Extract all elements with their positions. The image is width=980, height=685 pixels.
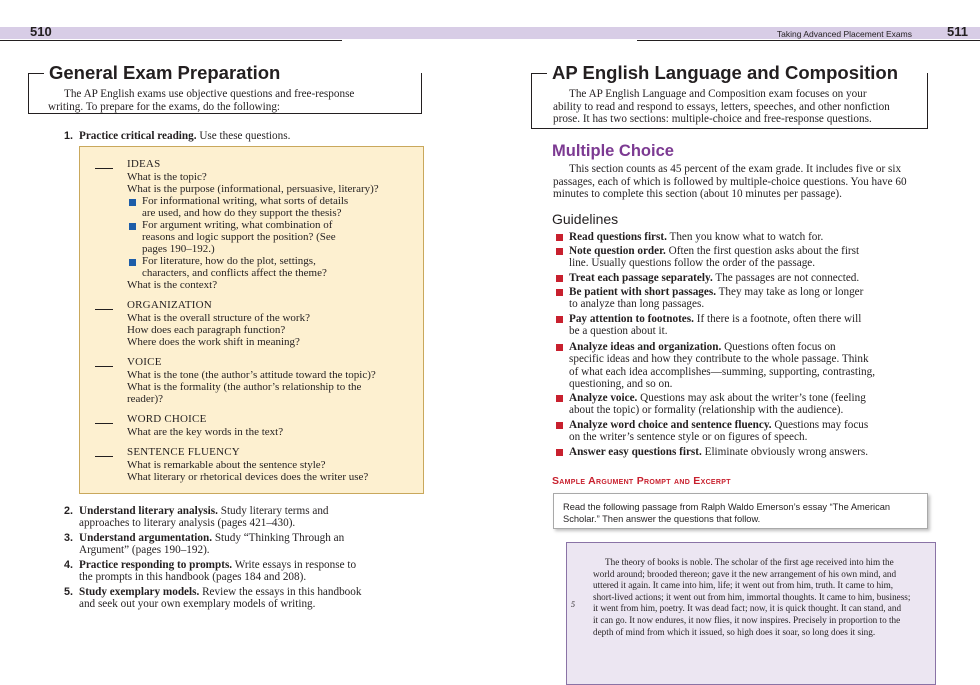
excerpt-box	[566, 542, 936, 685]
checklist-heading: ORGANIZATION	[127, 299, 212, 311]
checklist-question: What are the key words in the text?	[127, 426, 284, 438]
square-bullet-icon	[129, 223, 136, 230]
list-item	[64, 532, 424, 557]
square-bullet-icon	[129, 199, 136, 206]
mc-line: This section counts as 45 percent of the exam grade. It includes five or six	[569, 163, 902, 175]
list-item-text: Argument” (pages 190–192).	[79, 544, 210, 557]
list-item-lead: Study exemplary models.	[79, 586, 200, 598]
guideline-text: Questions may ask about the writer’s tone (feeling	[637, 392, 866, 404]
guideline-text: Often the first question asks about the first	[665, 245, 860, 257]
guideline-text: line. Usually questions follow the order of the passage.	[569, 257, 816, 270]
square-bullet-icon	[556, 344, 563, 351]
list-item	[64, 586, 424, 611]
list-item-text: approaches to literary analysis (pages 421–430).	[79, 517, 296, 530]
checklist-question: What literary or rhetorical devices does the writer use?	[127, 471, 369, 483]
right-intro-line: prose. It has two sections: multiple-choice and free-response questions.	[553, 113, 872, 126]
left-title-bracket-top	[28, 73, 44, 74]
excerpt-line: The theory of books is noble. The scholar of the first age received into him the	[605, 557, 894, 567]
prompt-line: Read the following passage from Ralph Waldo Emerson’s essay “The American	[563, 502, 891, 512]
sample-heading: Sample Argument Prompt and Excerpt	[552, 475, 731, 487]
checklist-sub: For informational writing, what sorts of details	[142, 195, 349, 207]
checklist-question: What is the topic?	[127, 171, 207, 183]
mc-line: minutes to complete this section (about 10 minutes per passage).	[553, 188, 842, 201]
checklist-heading: SENTENCE FLUENCY	[127, 446, 240, 458]
list-item-lead: Understand argumentation.	[79, 532, 213, 544]
checklist-sub: reasons and logic support the position? (See	[142, 231, 336, 243]
guideline-lead: Treat each passage separately.	[569, 272, 713, 284]
guideline-text: Questions may focus	[771, 419, 869, 431]
square-bullet-icon	[556, 449, 563, 456]
header-rule-right	[637, 40, 980, 41]
excerpt-line: it went from him, poetry. It was dead fact; now, it is quick thought. It can stand, and	[593, 603, 902, 614]
list-item-text: Use these questions.	[196, 130, 291, 142]
square-bullet-icon	[129, 259, 136, 266]
square-bullet-icon	[556, 316, 563, 323]
multiple-choice-heading: Multiple Choice	[552, 142, 674, 160]
left-intro-line: writing. To prepare for the exams, do the following:	[48, 100, 281, 113]
guideline-text: about the topic) or formality (relationship with the audience).	[569, 404, 844, 417]
checklist-question: reader)?	[127, 393, 164, 405]
checkbox-blank[interactable]	[95, 366, 113, 367]
left-intro-line: The AP English exams use objective questions and free-response	[64, 88, 355, 100]
multiple-choice-text	[553, 163, 923, 201]
right-section-title: AP English Language and Composition	[548, 62, 902, 84]
left-section-title: General Exam Preparation	[45, 62, 284, 84]
checklist-question: What is the overall structure of the work?	[127, 312, 310, 324]
list-item	[64, 505, 424, 530]
checklist-question: What is the context?	[127, 279, 218, 291]
list-item-number: 3.	[64, 532, 74, 544]
guideline-item	[569, 341, 921, 390]
guideline-item	[569, 231, 921, 243]
excerpt-line: it can go. It now endures, it now flies, it now inspires. Precisely in proportion to the	[593, 614, 901, 625]
checklist-heading: VOICE	[127, 356, 162, 368]
checklist-question: What is the tone (the author’s attitude toward the topic)?	[127, 369, 376, 381]
list-item-lead: Practice critical reading.	[79, 130, 197, 142]
guideline-lead: Pay attention to footnotes.	[569, 313, 694, 325]
list-item-text: the prompts in this handbook (pages 184 and 208).	[79, 571, 307, 584]
guideline-text: Eliminate obviously wrong answers.	[701, 446, 869, 458]
right-intro-line: The AP English Language and Composition exam focuses on your	[569, 88, 867, 100]
checkbox-blank[interactable]	[95, 456, 113, 457]
square-bullet-icon	[556, 275, 563, 282]
header-rule-left	[0, 40, 342, 41]
guideline-lead: Analyze ideas and organization.	[569, 341, 722, 353]
square-bullet-icon	[556, 248, 563, 255]
checkbox-blank[interactable]	[95, 423, 113, 424]
right-page-number: 511	[947, 24, 968, 39]
guideline-text: specific ideas and how they contribute to the whole passage. Think	[569, 353, 869, 366]
guideline-text: of what each idea accomplishes—summing, supporting, contrasting,	[569, 365, 876, 378]
list-item-lead: Understand literary analysis.	[79, 505, 218, 517]
guideline-text: be a question about it.	[569, 325, 668, 338]
guideline-item	[569, 272, 921, 284]
list-item-number: 4.	[64, 559, 74, 571]
excerpt-line: world around; brooded thereon; gave it the new arrangement of his own mind, and	[593, 568, 897, 579]
checklist-heading: WORD CHOICE	[127, 413, 207, 425]
checklist-question: Where does the work shift in meaning?	[127, 336, 300, 348]
guideline-text: questioning, and so on.	[569, 377, 673, 390]
list-item-text: Review the essays in this handbook	[199, 586, 362, 598]
guideline-text: They may take as long or longer	[716, 286, 864, 298]
running-title: Taking Advanced Placement Exams	[776, 29, 912, 39]
excerpt-line: uttered it again. It came into him, life; it went out from him, truth. It came to him,	[593, 580, 894, 591]
guideline-lead: Be patient with short passages.	[569, 286, 716, 298]
excerpt-line: short-lived actions; it went out from him, immortal thoughts. It came to him, business;	[593, 591, 911, 602]
guideline-text: to analyze than long passages.	[569, 298, 705, 311]
guideline-item	[569, 245, 921, 270]
list-item-text: and seek out your own exemplary models of writing.	[79, 598, 316, 611]
guideline-lead: Note question order.	[569, 245, 666, 257]
guideline-lead: Analyze word choice and sentence fluency.	[569, 419, 772, 431]
list-item-number: 2.	[64, 505, 74, 517]
excerpt-line: depth of mind from which it issued, so high does it soar, so long does it sing.	[593, 626, 876, 637]
checklist-sub: For argument writing, what combination of	[142, 219, 333, 231]
guidelines-heading: Guidelines	[552, 211, 619, 227]
checkbox-blank[interactable]	[95, 309, 113, 310]
excerpt-line-number: 5	[571, 600, 575, 609]
guideline-lead: Analyze voice.	[569, 392, 638, 404]
mc-line: passages, each of which is followed by multiple-choice questions. You have 60	[553, 175, 907, 188]
list-item-lead: Practice responding to prompts.	[79, 559, 233, 571]
checklist-sub: are used, and how do they support the thesis?	[142, 207, 342, 219]
guideline-text: The passages are not connected.	[712, 272, 860, 284]
guideline-item	[569, 419, 921, 444]
list-item-number: 5.	[64, 586, 74, 598]
checklist-sub: characters, and conflicts affect the theme?	[142, 267, 327, 279]
checklist-question: What is the purpose (informational, persuasive, literary)?	[127, 183, 379, 195]
left-page-number: 510	[30, 24, 52, 39]
square-bullet-icon	[556, 395, 563, 402]
guideline-item	[569, 392, 921, 417]
prompt-box	[553, 493, 928, 529]
checklist-question: What is remarkable about the sentence style?	[127, 459, 326, 471]
list-item-text: Write essays in response to	[232, 559, 357, 571]
list-item-number: 1.	[64, 130, 74, 142]
list-item	[64, 559, 424, 584]
checkbox-blank[interactable]	[95, 168, 113, 169]
guideline-lead: Answer easy questions first.	[569, 446, 702, 458]
left-intro	[48, 88, 413, 113]
square-bullet-icon	[556, 289, 563, 296]
right-title-bracket-top	[531, 73, 547, 74]
guideline-lead: Read questions first.	[569, 231, 667, 243]
square-bullet-icon	[556, 234, 563, 241]
reading-checklist	[79, 146, 424, 494]
guideline-text: on the writer’s sentence style or on figures of speech.	[569, 431, 808, 444]
checklist-question: How does each paragraph function?	[127, 324, 286, 336]
prompt-line: Scholar.” Then answer the questions that follow.	[563, 514, 761, 524]
guideline-item	[569, 313, 921, 338]
guideline-text: If there is a footnote, often there will	[693, 313, 862, 325]
right-intro	[553, 88, 919, 126]
square-bullet-icon	[556, 422, 563, 429]
guideline-text: Then you know what to watch for.	[666, 231, 824, 243]
list-item-text: Study literary terms and	[217, 505, 329, 517]
guideline-item	[569, 446, 921, 458]
checklist-heading: IDEAS	[127, 158, 161, 170]
checklist-sub: pages 190–192.)	[142, 243, 215, 255]
guideline-item	[569, 286, 921, 311]
list-item-text: Study “Thinking Through an	[212, 532, 345, 544]
list-item	[64, 130, 424, 142]
guideline-text: Questions often focus on	[721, 341, 836, 353]
checklist-question: What is the formality (the author’s relationship to the	[127, 381, 362, 393]
checklist-sub: For literature, how do the plot, settings,	[142, 255, 316, 267]
right-intro-line: ability to read and respond to essays, letters, speeches, and other nonfiction	[553, 100, 890, 113]
